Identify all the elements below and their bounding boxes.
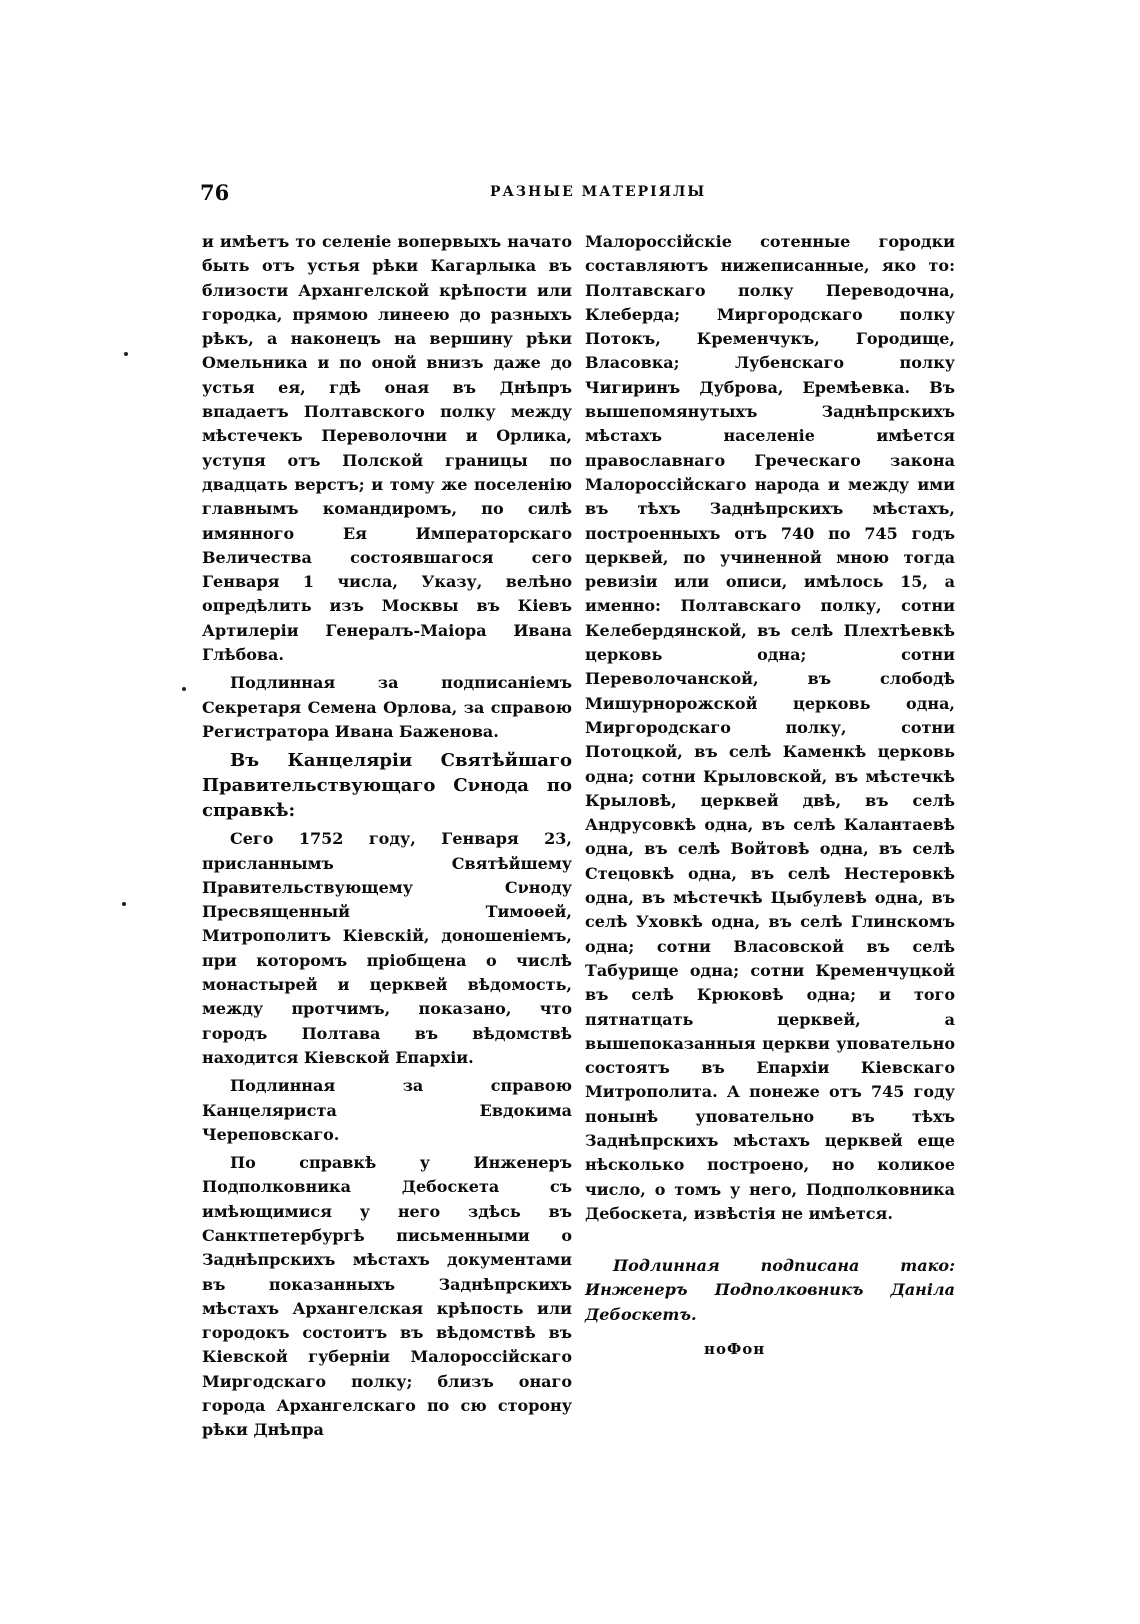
scan-speck [124,352,128,356]
decree-continuation-paragraph: и имѣетъ то селеніе вопервыхъ начато быть отъ устья рѣки Кагарлыка въ близости Архангелской крѣпости или городка, прямою линеею до разныхъ рѣкъ, а наконецъ на вершину рѣки Омельника и по оной внизъ даже до устья ея, гдѣ оная въ Днѣпръ впадаетъ Полтавского полку между мѣстечекъ Переволочни и Орлика, уступя отъ Полской границы по двадцать верстъ; и тому же поселенію главнымъ командиромъ, по силѣ имянного Ея Императорскаго Величества состоявшагося сего Генваря 1 числа, Указу, велѣно опредѣлить изъ Москвы въ Кіевъ Артилеріи Генералъ-Маіора Ивана Глѣбова. [202,232,572,665]
synod-report-paragraph: Сего 1752 году, Генваря 23, присланнымъ Святѣйшему Правительствующему Сνноду Пресвященный Тимоѳей, Митрополитъ Кіевскій, доношеніемъ, при которомъ пріобщена о числѣ монастырей и церквей вѣдомость, между протчимъ, показано, что городъ Полтава въ вѣдомствѣ находится Кіевской Епархіи. [202,829,572,1067]
churches-report-paragraph: Малороссійскіе сотенные городки составляютъ нижеписанные, яко то: Полтавскаго полку Переводочна, Клеберда; Миргородскаго полку Потокъ, Кременчукъ, Городище, Власовка; Лубенскаго полку Чигиринъ Дуброва, Еремѣевка. Въ вышепомянутыхъ Заднѣпрскихъ мѣстахъ населеніе имѣется православнаго Греческаго закона Малороссійскаго народа и между ими въ тѣхъ Заднѣпрскихъ мѣстахъ, построенныхъ отъ 740 по 745 годъ церквей, по учиненной мною тогда ревизіи или описи, имѣлось 15, а именно: Полтавскаго полку, сотни Келебердянской, въ селѣ Плехтѣевкѣ церковь одна; сотни Переволочанской, въ слободѣ Мишурнорожской церковь одна, Миргородскаго полку, сотни Потоцкой, въ селѣ Каменкѣ церковь одна; сотни Крыловской, въ мѣстечкѣ Крыловѣ, церквей двѣ, въ селѣ Андрусовкѣ одна, въ селѣ Калантаевѣ одна, въ селѣ Войтовѣ одна, въ селѣ Стецовкѣ одна, въ селѣ Нестеровкѣ одна, въ мѣстечкѣ Цыбулевѣ одна, въ селѣ Уховкѣ одна, въ селѣ Глинскомъ одна; сотни Власовской въ селѣ Табурище одна; сотни Кременчуцкой въ селѣ Крюковѣ одна; и того пятнатцать церквей, а вышепоказанныя церкви уповательно состоятъ въ Епархіи Кіевскаго Митрополита. А понеже отъ 745 году понынѣ уповательно въ тѣхъ Заднѣпрскихъ мѣстахъ церквей еще нѣсколько построено, но коликое число, о томъ у него, Подполковника Дебоскета, извѣстія не имѣется. [585,232,955,1223]
signature-note-deboskett: Подлинная подписана тако: Инженеръ Подполковникъ Даніла Дебоскетъ. [585,1256,955,1324]
signature-note-cherepovsky: Подлинная за справою Канцеляриста Евдокима Череповскаго. [202,1076,572,1144]
right-column [585,230,955,1331]
scan-speck [182,687,186,691]
left-column [202,230,572,1447]
end-ornament: ноФон [704,1340,766,1358]
page-header [200,180,980,210]
scan-speck [122,902,126,906]
synod-chancellery-heading: Въ Канцеляріи Святѣйшаго Правительствующаго Сνнода по справкѣ: [202,750,572,822]
engineer-report-paragraph: По справкѣ у Инженеръ Подполковника Дебоскета съ имѣющимися у него здѣсь въ Санктпетербургѣ письменными о Заднѣпрскихъ мѣстахъ документами въ показанныхъ Заднѣпрскихъ мѣстахъ Архангелская крѣпость или городокъ состоитъ въ вѣдомствѣ въ Кіевской губерніи Малороссійскаго Миргодскаго полку; близъ онаго города Архангелскаго по сю сторону рѣки Днѣпра [202,1153,572,1440]
page-number: 76 [200,180,230,205]
running-title: РАЗНЫЕ МАТЕРІЯЛЫ [490,184,707,200]
signature-note-orlov: Подлинная за подписаніемъ Секретаря Семена Орлова, за справою Регистратора Ивана Баженова. [202,673,572,741]
